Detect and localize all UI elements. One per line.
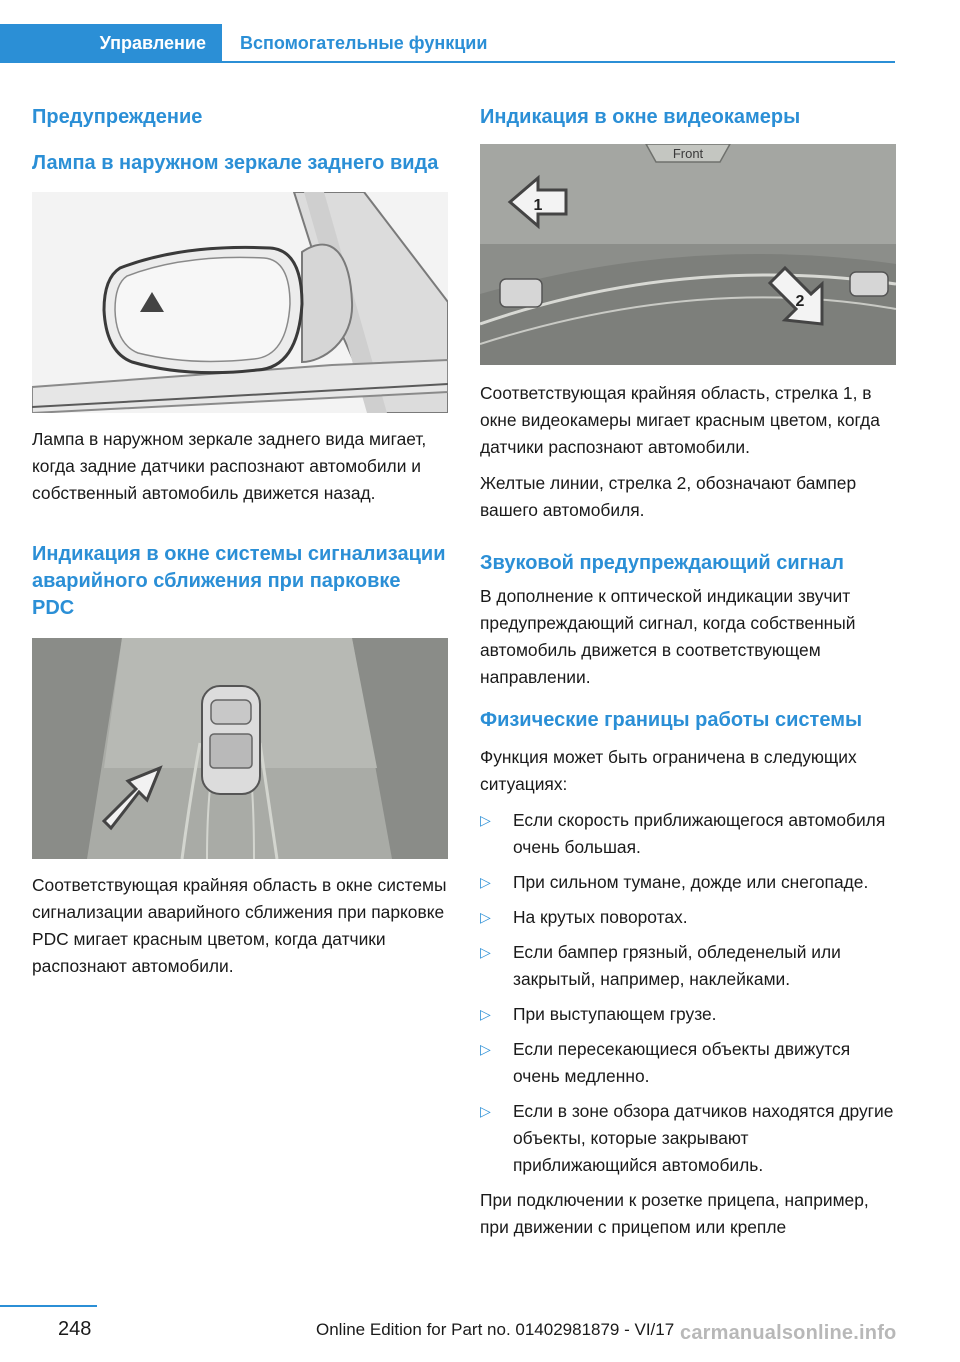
list-item: ▷ Если пересекающиеся объекты движутся очень медленно. — [480, 1036, 896, 1090]
camera-display-illustration — [480, 144, 896, 365]
camera-text-2: Желтые линии, стрелка 2, обозначают бампер вашего автомобиля. — [480, 473, 857, 520]
left-column — [32, 96, 448, 980]
system-limits-intro: Функция может быть ограничена в следующих ситуациях: — [480, 747, 857, 794]
list-item: ▷ Если скорость приближающегося автомобиля очень большая. — [480, 807, 896, 861]
triangle-bullet-icon: ▷ — [480, 944, 491, 960]
list-item: ▷ Если бампер грязный, обледенелый или закрытый, например, наклейками. — [480, 939, 896, 993]
page-number: 248 — [58, 1318, 92, 1340]
section-title[interactable]: Вспомогательные функции — [240, 33, 488, 53]
pdc-display-illustration — [32, 638, 448, 859]
arrow-2-label: 2 — [795, 293, 805, 310]
heading-pdc-display: Индикация в окне системы сигнализации аварийного сближения при парковке PDC — [32, 543, 446, 619]
watermark: carmanualsonline.info — [680, 1322, 897, 1344]
page-header — [0, 24, 895, 62]
pdc-display-text: Соответствующая крайняя область в окне системы сигнализации аварийного сближения при парковке PDC мигает красным цветом, когда датчики распознают автомобили. — [32, 875, 447, 976]
system-limits-list — [480, 807, 896, 1179]
acoustic-warning-text: В дополнение к оптической индикации звучит предупреждающий сигнал, когда собственный автомобиль движется в соответствующем направлении. — [480, 586, 856, 687]
list-item: ▷ На крутых поворотах. — [480, 904, 896, 931]
triangle-bullet-icon: ▷ — [480, 909, 491, 925]
camera-text-1: Соответствующая крайняя область, стрелка 1, в окне видеокамеры мигает красным цветом, когда датчики распознают автомобили. — [480, 383, 880, 457]
list-item: ▷ При выступающем грузе. — [480, 1001, 896, 1028]
system-limits-outro: При подключении к розетке прицепа, например, при движении с прицепом или крепле — [480, 1190, 869, 1237]
arrow-1-label: 1 — [533, 197, 543, 214]
chapter-tab[interactable]: Управление — [0, 24, 222, 62]
triangle-bullet-icon: ▷ — [480, 874, 491, 890]
heading-mirror-lamp: Лампа в наружном зеркале заднего вида — [32, 152, 439, 174]
heading-system-limits: Физические границы работы системы — [480, 709, 863, 731]
triangle-bullet-icon: ▷ — [480, 1006, 491, 1022]
camera-front-label: Front — [672, 146, 704, 161]
right-column — [480, 96, 896, 1241]
triangle-bullet-icon: ▷ — [480, 1103, 491, 1119]
edition-note: Online Edition for Part no. 01402981879 - VI/17 — [316, 1320, 675, 1339]
mirror-lamp-text: Лампа в наружном зеркале заднего вида мигает, когда задние датчики распознают автомобили и собственный автомобиль движется назад. — [32, 429, 427, 503]
heading-warning: Предупреждение — [32, 106, 203, 128]
triangle-bullet-icon: ▷ — [480, 1041, 491, 1057]
list-item: ▷ При сильном тумане, дожде или снегопаде. — [480, 869, 896, 896]
heading-camera-display: Индикация в окне видеокамеры — [480, 106, 801, 128]
heading-acoustic-warning: Звуковой предупреждающий сигнал — [480, 552, 844, 574]
footer-rule — [0, 1305, 97, 1307]
triangle-bullet-icon: ▷ — [480, 812, 491, 828]
mirror-illustration — [32, 192, 448, 413]
list-item: ▷ Если в зоне обзора датчиков находятся другие объекты, которые закрывают приближающийся автомобиль. — [480, 1098, 896, 1179]
